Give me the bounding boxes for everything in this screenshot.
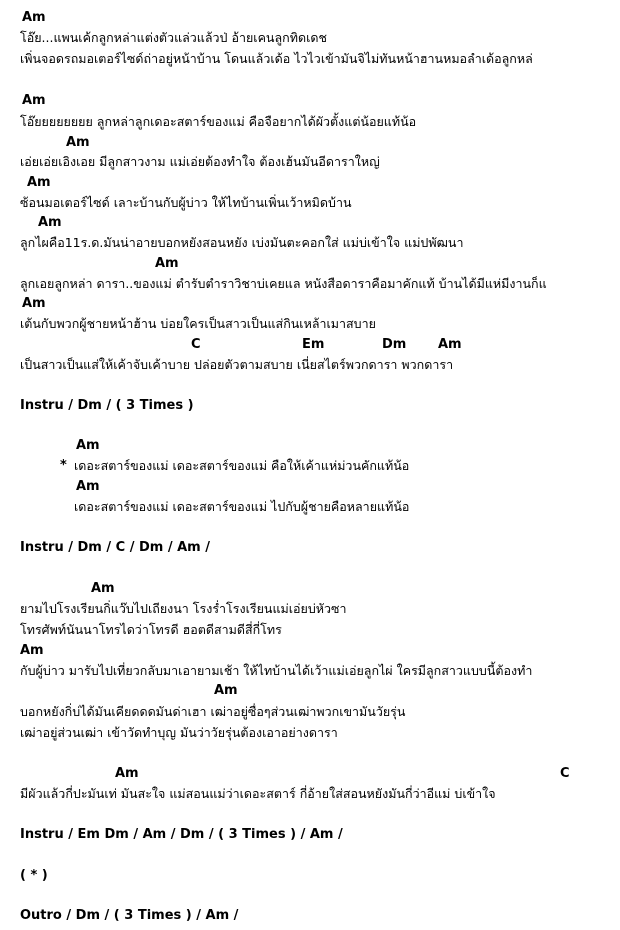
- chord: Am: [91, 581, 115, 596]
- lyric-line: เดอะสตาร์ของแม่ เดอะสตาร์ของแม่ ไปกับผู้ชายคือหลายแท้น้อ: [74, 499, 410, 514]
- lyric-line: ลูกไผคือ11ร.ด.มันน่าอายบอกหยังสอนหยัง เบ่งมันตะคอกใส่ แม่บ่เข้าใจ แม่ปพัฒนา: [20, 235, 464, 250]
- lyric-line: เดอะสตาร์ของแม่ เดอะสตาร์ของแม่ คือให้เค้าแห่ม่วนคักแท้น้อ: [74, 458, 410, 473]
- chord: Am: [66, 135, 90, 150]
- lyric-line: เอ่ยเอ่ยเอิงเอย มีลูกสาวงาม แม่เอ่ยต้องทำใจ ต้องเฮ้นมันอีดาราใหญ่: [20, 154, 380, 169]
- chord: Am: [438, 337, 462, 352]
- outro-line: Outro / Dm / ( 3 Times ) / Am /: [20, 908, 239, 923]
- instrumental-line: Instru / Dm / C / Dm / Am /: [20, 540, 211, 555]
- lyric-line: เต้นกับพวกผู้ชายหน้าฮ้าน บ่อยใครเป็นสาวเป็นแส่กินเหล้าเมาสบาย: [20, 316, 376, 331]
- lyric-line: กับผู้บ่าว มารับไปเที่ยวกลับมาเอายามเช้า ให้ไทบ้านได้เว้าแม่เอ่ยลูกไผ่ ใครมีลูกสาวแบบนี้ต้องทำ: [20, 663, 533, 678]
- instrumental-line: Instru / Em Dm / Am / Dm / ( 3 Times ) / Am /: [20, 827, 343, 842]
- lyric-line: ซ้อนมอเตอร์ไซด์ เลาะบ้านกับผู้บ่าว ให้ไทบ้านเพิ่นเว้าหมิดบ้าน: [20, 195, 352, 210]
- lyric-line: โอ๊ยยยยยยยย ลูกหล่าลูกเดอะสตาร์ของแม่ คือจือยากได้ผัวตั้งแต่น้อยแท้น้อ: [20, 114, 417, 129]
- instrumental-line: Instru / Dm / ( 3 Times ): [20, 398, 194, 413]
- lyric-line: ลูกเอยลูกหล่า ดารา..ของแม่ ตำรับตำราวิชาบ่เคยแล หนังสือดาราคือมาคักแท้ บ้านได้มีแห่มีงานก็แ: [20, 276, 547, 291]
- chord: C: [560, 766, 570, 781]
- lyric-line: โทรศัพท์นันนาโทรไดว่าโทรดี ฮอตดีสามดีสี่กี่โทร: [20, 622, 282, 637]
- lyric-line: มีผัวแล้วกี่ปะมันเท่ มันสะใจ แม่สอนแม่ว่าเดอะสตาร์ กี่อ้ายใส่สอนหยังมันกี่ว่าอีแม่ บ่เข้าใจ: [20, 786, 496, 801]
- chorus-repeat: ( * ): [20, 868, 48, 883]
- chord: Am: [22, 93, 46, 108]
- chord: Am: [27, 175, 51, 190]
- lyric-line: ยามไปโรงเรียนกิ่แว๊บไปเถียงนา โรงร่ำโรงเรียนแม่เอ่ยบ่หัวซา: [20, 601, 347, 616]
- chord: Am: [22, 10, 46, 25]
- chord: Em: [302, 337, 325, 352]
- chord: Am: [115, 766, 139, 781]
- chord: Am: [155, 256, 179, 271]
- chord: Am: [76, 438, 100, 453]
- lyric-line: เป็นสาวเป็นแส่ให้เค้าจับเค้าบาย ปล่อยตัวตามสบาย เนี่ยสไตร์พวกดารา พวกดารา: [20, 357, 454, 372]
- chord: Am: [20, 643, 44, 658]
- lyric-line: โอ๊ย...แพนเค้กลูกหล่าแต่งตัวแล่วแล้วป่ อ้ายเคนลูกทิดเดช: [20, 30, 327, 45]
- lyric-line: บอกหยังกิ่บ่ได้มันเคียดดดมันด่าเฮา เฒ่าอยู่ซื่อๆส่วนเฒ่าพวกเขามันวัยรุ่น: [20, 704, 406, 719]
- chord: Dm: [382, 337, 407, 352]
- lyric-line: เพิ่นจอดรถมอเตอร์ไซด์ถ่าอยู่หน้าบ้าน โดนแล้วเด้อ ไวไวเข้ามันจิไม่ทันหน้าฮานหมอลำเด้อลูกหล่: [20, 51, 533, 66]
- lyric-line: เฒ่าอยู่ส่วนเฒ่า เข้าวัดทำบุญ มันว่าวัยรุ่นต้องเอาอย่างดารา: [20, 725, 338, 740]
- chord: Am: [38, 215, 62, 230]
- chord: Am: [76, 479, 100, 494]
- chord: Am: [22, 296, 46, 311]
- chord: C: [191, 337, 201, 352]
- chorus-marker: *: [60, 458, 67, 473]
- chord: Am: [214, 683, 238, 698]
